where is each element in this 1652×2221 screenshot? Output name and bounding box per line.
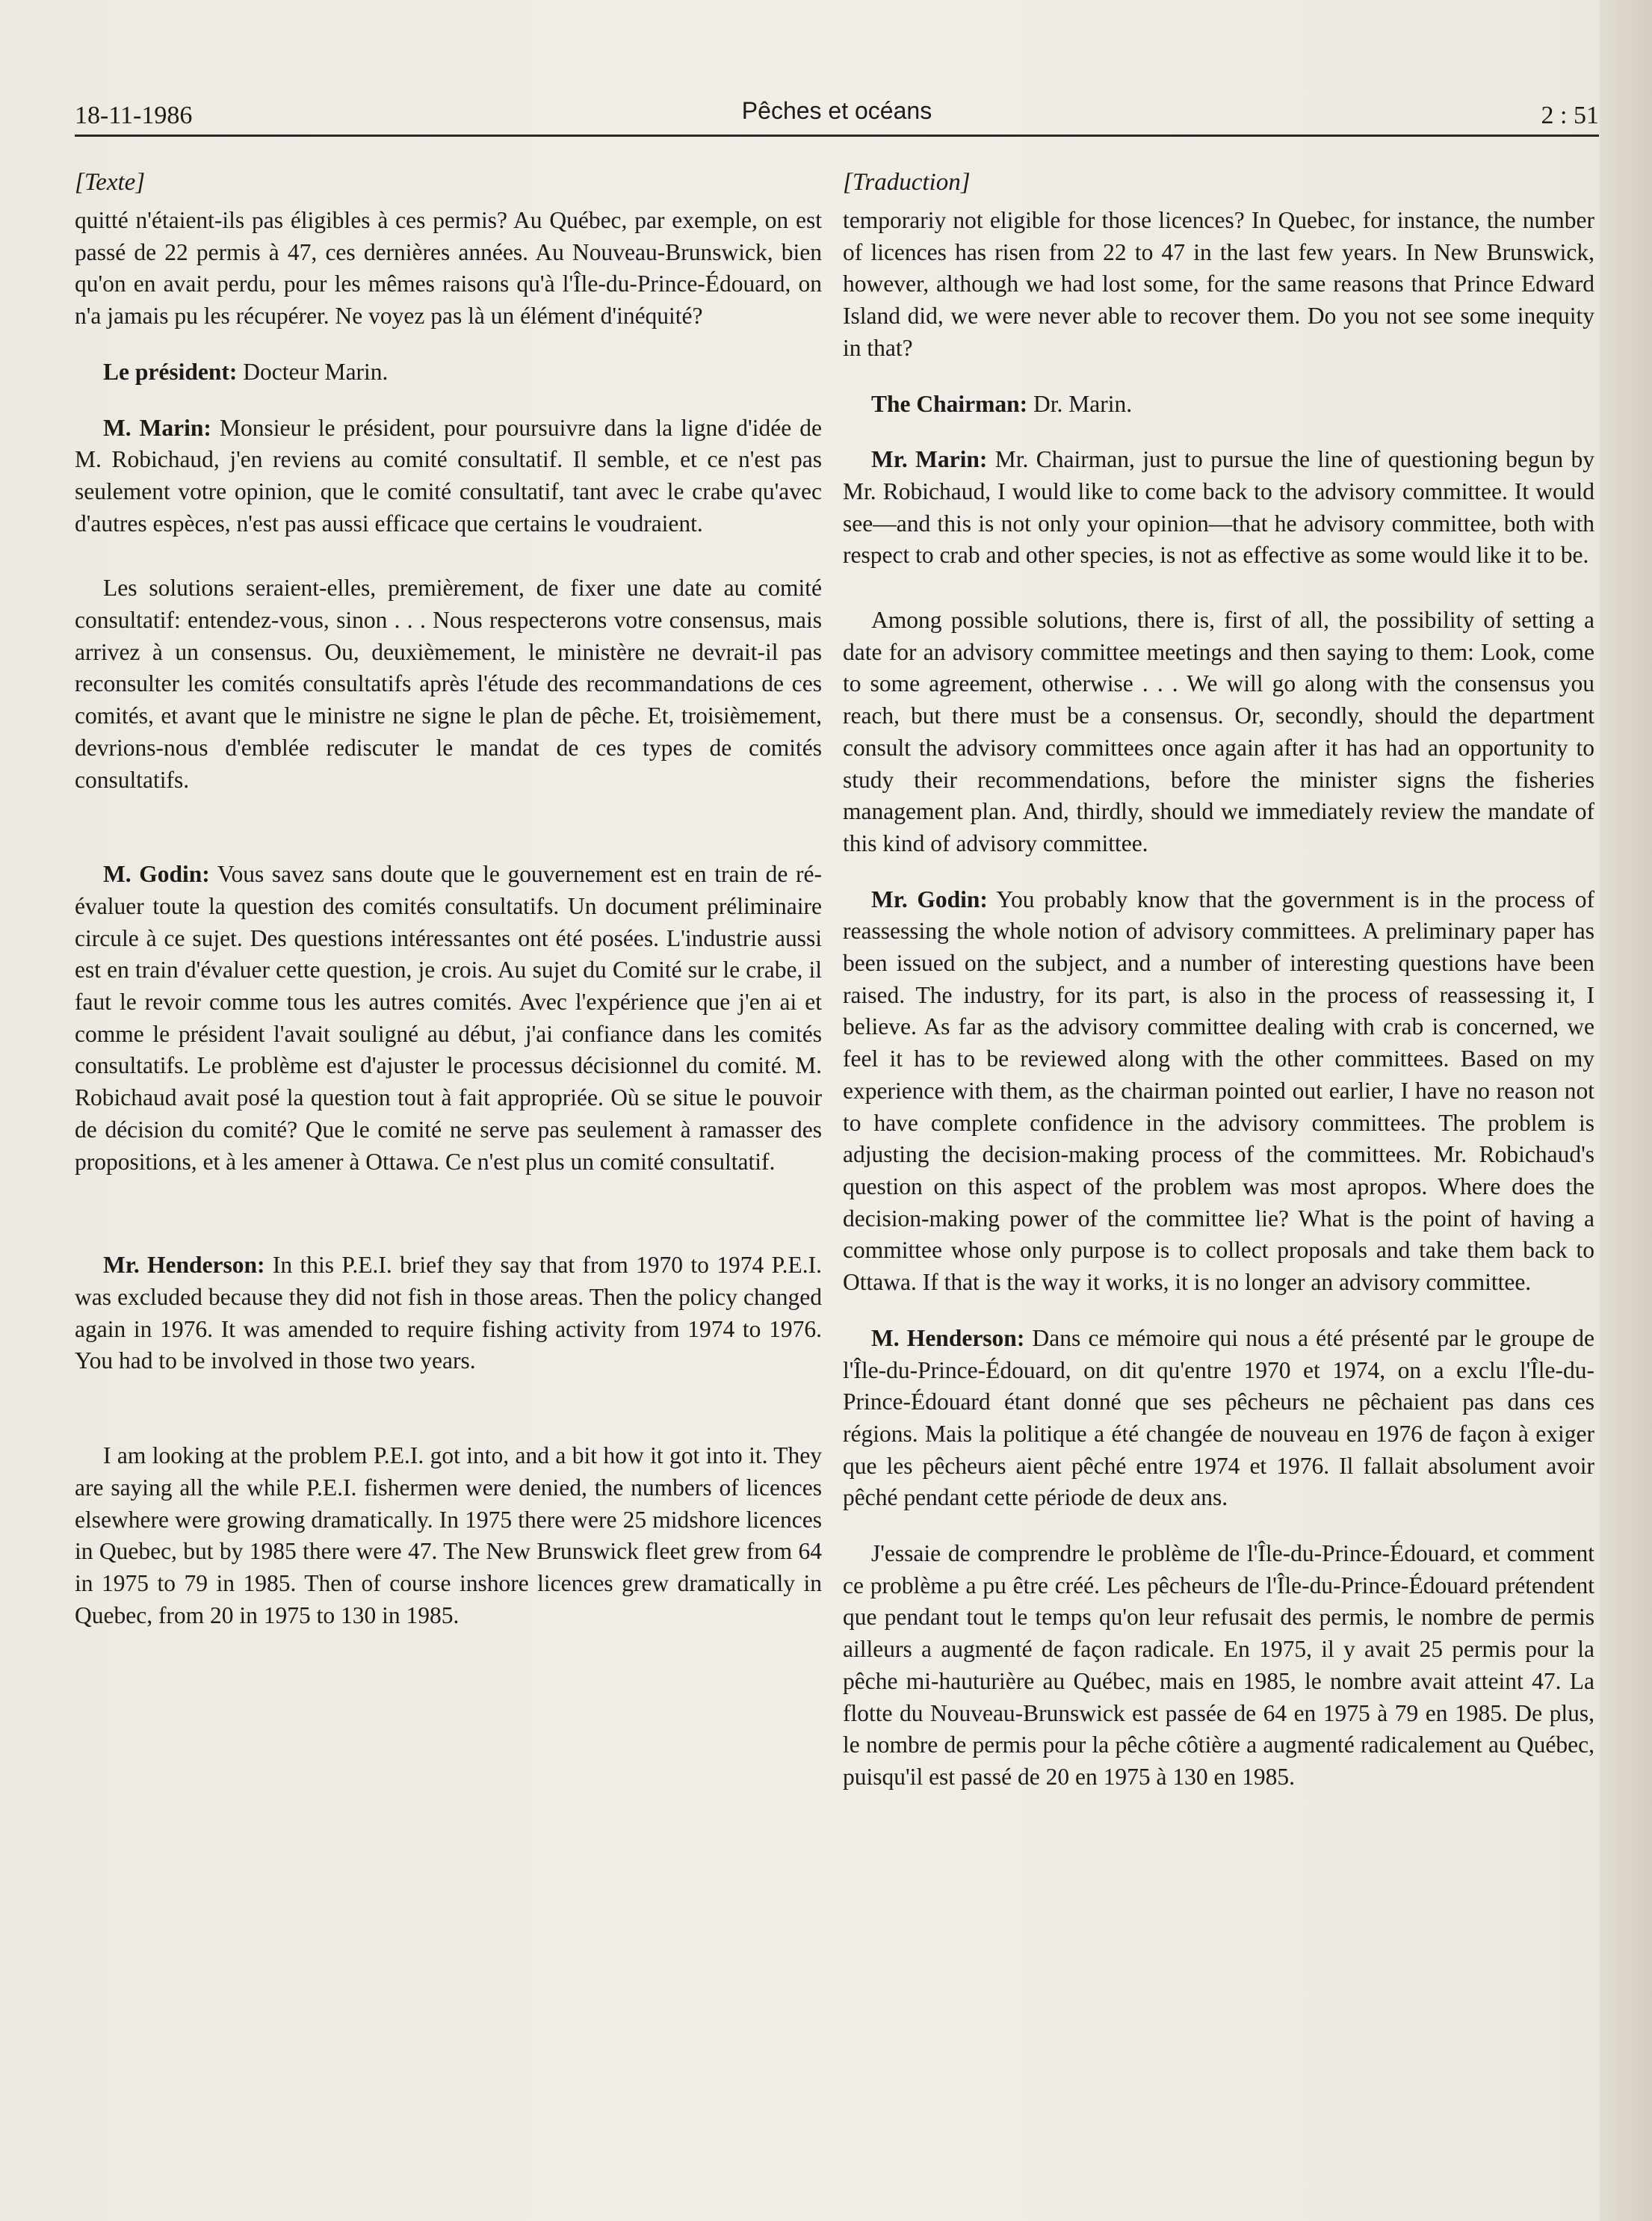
speech-text: Monsieur le président, pour poursuivre dans la ligne d'idée de M. Robichaud, j'en reviens au comité consultatif. Il semble, et ce n'est pas seulement votre opinion, que le comité consultatif, tant avec le crabe qu'avec d'autres espèces, n'est pas aussi efficace que certains le voudraient. bbox=[75, 414, 822, 537]
speaker-name: The Chairman: bbox=[871, 390, 1028, 417]
speech-text: Dr. Marin. bbox=[1027, 390, 1133, 417]
left-paragraph-5 bbox=[75, 859, 822, 1178]
left-language-label: [Texte] bbox=[75, 169, 146, 196]
speaker-name: Mr. Godin: bbox=[871, 886, 988, 912]
left-paragraph-3 bbox=[75, 413, 822, 540]
right-paragraph-6 bbox=[843, 1323, 1594, 1514]
speaker-name: Mr. Marin: bbox=[871, 446, 988, 473]
speaker-name: Mr. Henderson: bbox=[103, 1252, 265, 1279]
speaker-name: M. Godin: bbox=[103, 861, 210, 888]
left-paragraph-2 bbox=[75, 356, 822, 389]
right-paragraph-2 bbox=[843, 389, 1594, 421]
left-column bbox=[75, 166, 822, 1631]
left-paragraph-1: quitté n'étaient-ils pas éligibles à ces permis? Au Québec, par exemple, on est passé de 22 permis à 47, ces dernières années. Au Nouveau-Brunswick, bien qu'on en avait perdu, pour les mêmes raisons qu'à l'Île-du-Prince-Édouard, on n'a jamais pu les récupérer. Ne voyez pas là un élément d'inéquité? bbox=[75, 207, 822, 330]
right-paragraph-7: J'essaie de comprendre le problème de l'Île-du-Prince-Édouard, et comment ce problème a pu être créé. Les pêcheurs de l'Île-du-Prince-Édouard prétendent que pendant tout le temps qu'on leur refusait des permis, le nombre de permis ailleurs a augmenté de façon radicale. En 1975, il y avait 25 permis pour la pêche mi-hauturière au Québec, mais en 1985, le nombre avait atteint 47. La flotte du Nouveau-Brunswick est passée de 64 en 1975 à 79 en 1985. De plus, le nombre de permis pour la pêche côtière a augmenté radicalement au Québec, puisqu'il est passé de 20 en 1975 à 130 en 1985. bbox=[843, 1540, 1594, 1790]
speech-text: You probably know that the government is in the process of reassessing the whole notion of advisory committees. A preliminary paper has been issued on the subject, and a number of interesting questions have been raised. The industry, for its part, is also in the process of reassessing it, I believe. As far as the advisory committee dealing with crab is concerned, we feel it has to be reviewed along with the other committees. Based on my experience with them, as the chairman pointed out earlier, I have no reason not to have complete confidence in the advisory committees. The problem is adjusting the decision-making process of the committees. Mr. Robichaud's question on this aspect of the problem was most apropos. Where does the decision-making power of the committee lie? What is the point of having a committee whose only purpose is to collect proposals and take them back to Ottawa. If that is the way it works, it is no longer an advisory committee. bbox=[843, 886, 1594, 1296]
left-paragraph-6 bbox=[75, 1249, 822, 1377]
header-date: 18-11-1986 bbox=[75, 102, 193, 129]
left-paragraph-7: I am looking at the problem P.E.I. got into, and a bit how it got into it. They are saying all the while P.E.I. fishermen were denied, the numbers of licences elsewhere were growing dramatically. In 1975 there were 25 midshore licences in Quebec, but by 1985 there were 47. The New Brunswick fleet grew from 64 in 1975 to 79 in 1985. Then of course inshore licences grew dramatically in Quebec, from 20 in 1975 to 130 in 1985. bbox=[75, 1442, 822, 1628]
right-paragraph-5 bbox=[843, 884, 1594, 1299]
speech-text: Vous savez sans doute que le gouvernement est en train de ré-évaluer toute la question des comités consultatifs. Un document préliminaire circule à ce sujet. Des questions intéressantes ont été posées. L'industrie aussi est en train d'évaluer cette question, je crois. Au sujet du Comité sur le crabe, il faut le revoir comme tous les autres comités. Avec l'expérience que j'en ai et comme le président l'avait souligné au début, j'ai confiance dans les comités consultatifs. Le problème est d'ajuster le processus décisionnel du comité. M. Robichaud avait posé la question tout à fait appropriée. Où se situe le pouvoir de décision du comité? Que le comité ne serve pas seulement à ramasser des propositions, et à les amener à Ottawa. Ce n'est plus un comité consultatif. bbox=[75, 861, 822, 1175]
right-column bbox=[843, 166, 1594, 1794]
speech-text: Mr. Chairman, just to pursue the line of questioning begun by Mr. Robichaud, I would like to come back to the advisory committee. It would see—and this is not only your opinion—that he advisory committee, both with respect to crab and other species, is not as effective as some would like it to be. bbox=[843, 446, 1595, 569]
right-language-label: [Traduction] bbox=[843, 169, 971, 196]
speaker-name: Le président: bbox=[103, 358, 238, 385]
right-paragraph-4: Among possible solutions, there is, first of all, the possibility of setting a date for an advisory committee meetings and then saying to them: Look, come to some agreement, otherwise . . . We will go along with the consensus you reach, but there must be a consensus. Or, secondly, should the department consult the advisory committees once again after it has had an opportunity to study their recommendations, before the minister signs the fisheries management plan. And, thirdly, should we immediately review the mandate of this kind of advisory committee. bbox=[843, 607, 1594, 856]
header-page-number: 2 : 51 bbox=[1541, 102, 1599, 129]
left-paragraph-4: Les solutions seraient-elles, premièrement, de fixer une date au comité consultatif: entendez-vous, sinon . . . Nous respecterons votre consensus, mais arrivez à un consensus. Ou, deuxièmement, le ministère ne devrait-il pas reconsulter les comités consultatifs après l'étude des recommandations de ces comités, et avant que le ministre ne signe le plan de pêche. Et, troisièmement, devrions-nous d'emblée rediscuter le mandat de ces types de comités consultatifs. bbox=[75, 575, 822, 793]
header-title: Pêches et océans bbox=[741, 97, 932, 124]
right-paragraph-1: temporariy not eligible for those licences? In Quebec, for instance, the number of licences has risen from 22 to 47 in the last few years. In New Brunswick, however, although we had lost some, for the same reasons that Prince Edward Island did, we were never able to recover them. Do you not see some inequity in that? bbox=[843, 207, 1594, 361]
speaker-name: M. Marin: bbox=[103, 414, 211, 441]
speaker-name: M. Henderson: bbox=[871, 1324, 1025, 1351]
speech-text: Dans ce mémoire qui nous a été présenté par le groupe de l'Île-du-Prince-Édouard, on dit qu'entre 1970 et 1974, on a exclu l'Île-du-Prince-Édouard étant donné que ses pêcheurs ne pêchaient pas dans ces régions. Mais la politique a été changée de nouveau en 1976 de façon à exiger que les pêcheurs aient pêché entre 1974 et 1976. Il fallait absolument avoir pêché pendant cette période de deux ans. bbox=[843, 1324, 1594, 1511]
header-rule bbox=[75, 135, 1599, 137]
right-paragraph-3 bbox=[843, 444, 1594, 572]
page-edge bbox=[1600, 0, 1652, 2221]
speech-text: In this P.E.I. brief they say that from 1970 to 1974 P.E.I. was excluded because they did not fish in those areas. Then the policy changed again in 1976. It was amended to require fishing activity from 1974 to 1976. You had to be involved in those two years. bbox=[75, 1252, 823, 1374]
speech-text: Docteur Marin. bbox=[237, 358, 389, 385]
